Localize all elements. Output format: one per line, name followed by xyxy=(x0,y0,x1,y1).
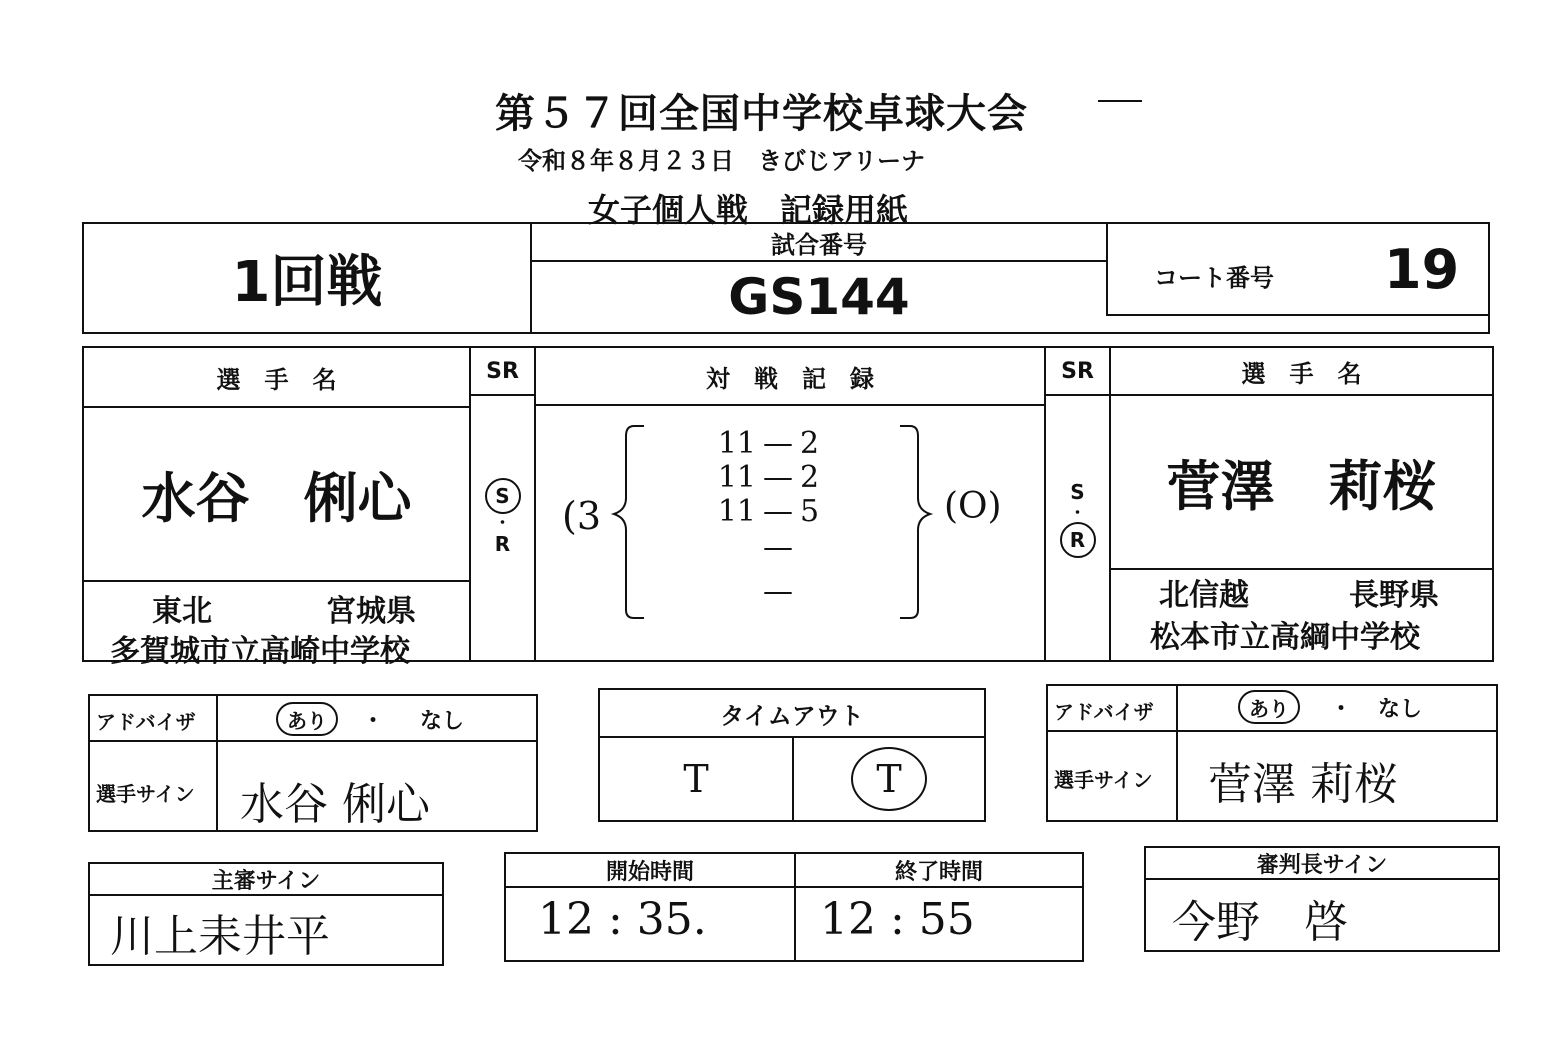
match-number-label: 試合番号 xyxy=(771,230,867,259)
left-brace xyxy=(614,426,644,618)
umpire-signature: 川上耒井平 xyxy=(110,911,330,962)
player-left-prefecture: 宮城県 xyxy=(326,594,416,629)
advisor-left-dot: ・ xyxy=(362,709,385,734)
record-header: 対 戦 記 録 xyxy=(706,364,874,393)
event-date-venue: 令和８年８月２３日 きびじアリーナ xyxy=(518,147,926,175)
game-row: — xyxy=(763,574,793,609)
advisor-right-yes: あり xyxy=(1238,690,1300,724)
advisor-right-box xyxy=(1046,684,1498,822)
player-right-prefecture: 長野県 xyxy=(1349,578,1439,613)
serve-circle-left: S xyxy=(485,478,521,514)
player-name-header-left: 選 手 名 xyxy=(216,365,337,394)
advisor-left-yes: あり xyxy=(276,702,338,736)
player-left-region: 東北 xyxy=(152,594,212,629)
player-sign-right: 菅澤 莉桜 xyxy=(1208,759,1398,810)
player-left-name: 水谷 俐心 xyxy=(141,466,412,530)
advisor-right-label: アドバイザ xyxy=(1054,700,1154,724)
game-row: — xyxy=(763,530,793,565)
sheet-name: 女子個人戦 記録用紙 xyxy=(588,191,909,229)
sr-header-right: SR xyxy=(1061,358,1094,384)
game-scores xyxy=(696,426,896,618)
referee-box xyxy=(1144,846,1500,952)
right-games-total: (O) xyxy=(944,486,1002,527)
umpire-label: 主審サイン xyxy=(211,868,321,894)
start-time-label: 開始時間 xyxy=(605,859,694,885)
game-row: 11 — 2 xyxy=(717,460,820,495)
player-name-header-right: 選 手 名 xyxy=(1241,359,1362,388)
sr-dot-left: ・ xyxy=(494,513,511,532)
left-games-total: (3 xyxy=(562,494,602,538)
receive-circle-right: R xyxy=(1060,522,1096,558)
referee-signature: 今野 啓 xyxy=(1172,897,1348,948)
player-right-name-display: 菅澤 莉桜 xyxy=(1166,454,1437,518)
timeout-right-cell xyxy=(794,738,984,820)
umpire-box xyxy=(88,862,444,966)
player-sign-left-label: 選手サイン xyxy=(96,782,195,806)
timeout-left: T xyxy=(683,757,709,801)
player-left-sr xyxy=(471,478,534,556)
game-row: 11 — 2 xyxy=(717,426,820,461)
advisor-left-no: なし xyxy=(420,709,465,734)
right-brace xyxy=(900,426,930,618)
match-record-table xyxy=(82,346,1494,669)
player-left-school: 多賀城市立高崎中学校 xyxy=(110,634,410,669)
player-right-school: 松本市立高綱中学校 xyxy=(1150,620,1420,655)
timeout-label: タイムアウト xyxy=(720,701,864,730)
player-right-sr xyxy=(1046,480,1109,558)
advisor-left-box xyxy=(88,694,538,832)
tournament-title: 第５７回全国中学校卓球大会 xyxy=(495,91,1028,137)
court-number-label: コート番号 xyxy=(1154,264,1274,292)
court-number: 19 xyxy=(1384,238,1460,301)
game-row: 11 — 5 xyxy=(717,494,820,529)
player-sign-right-label: 選手サイン xyxy=(1054,768,1153,792)
start-time: 12 : 35. xyxy=(538,894,707,945)
referee-label: 審判長サイン xyxy=(1256,852,1388,878)
round: 1回戦 xyxy=(231,250,383,315)
match-info-box xyxy=(82,222,1490,334)
end-time: 12 : 55 xyxy=(820,894,975,945)
timeout-right: T xyxy=(851,747,927,811)
sr-header-left: SR xyxy=(486,358,519,384)
player-right-region: 北信越 xyxy=(1159,578,1249,613)
sr-dot-right: ・ xyxy=(1069,503,1086,522)
player-sign-left: 水谷 俐心 xyxy=(240,779,430,830)
advisor-left-label: アドバイザ xyxy=(96,710,196,734)
title-dash xyxy=(1098,100,1142,102)
match-number: GS144 xyxy=(728,268,910,326)
advisor-right-no: なし xyxy=(1378,697,1423,722)
time-box xyxy=(504,852,1084,962)
receive-left: R xyxy=(494,532,511,556)
serve-right: S xyxy=(1070,480,1085,504)
timeout-box xyxy=(598,688,986,822)
advisor-right-dot: ・ xyxy=(1330,697,1353,722)
end-time-label: 終了時間 xyxy=(894,859,983,885)
